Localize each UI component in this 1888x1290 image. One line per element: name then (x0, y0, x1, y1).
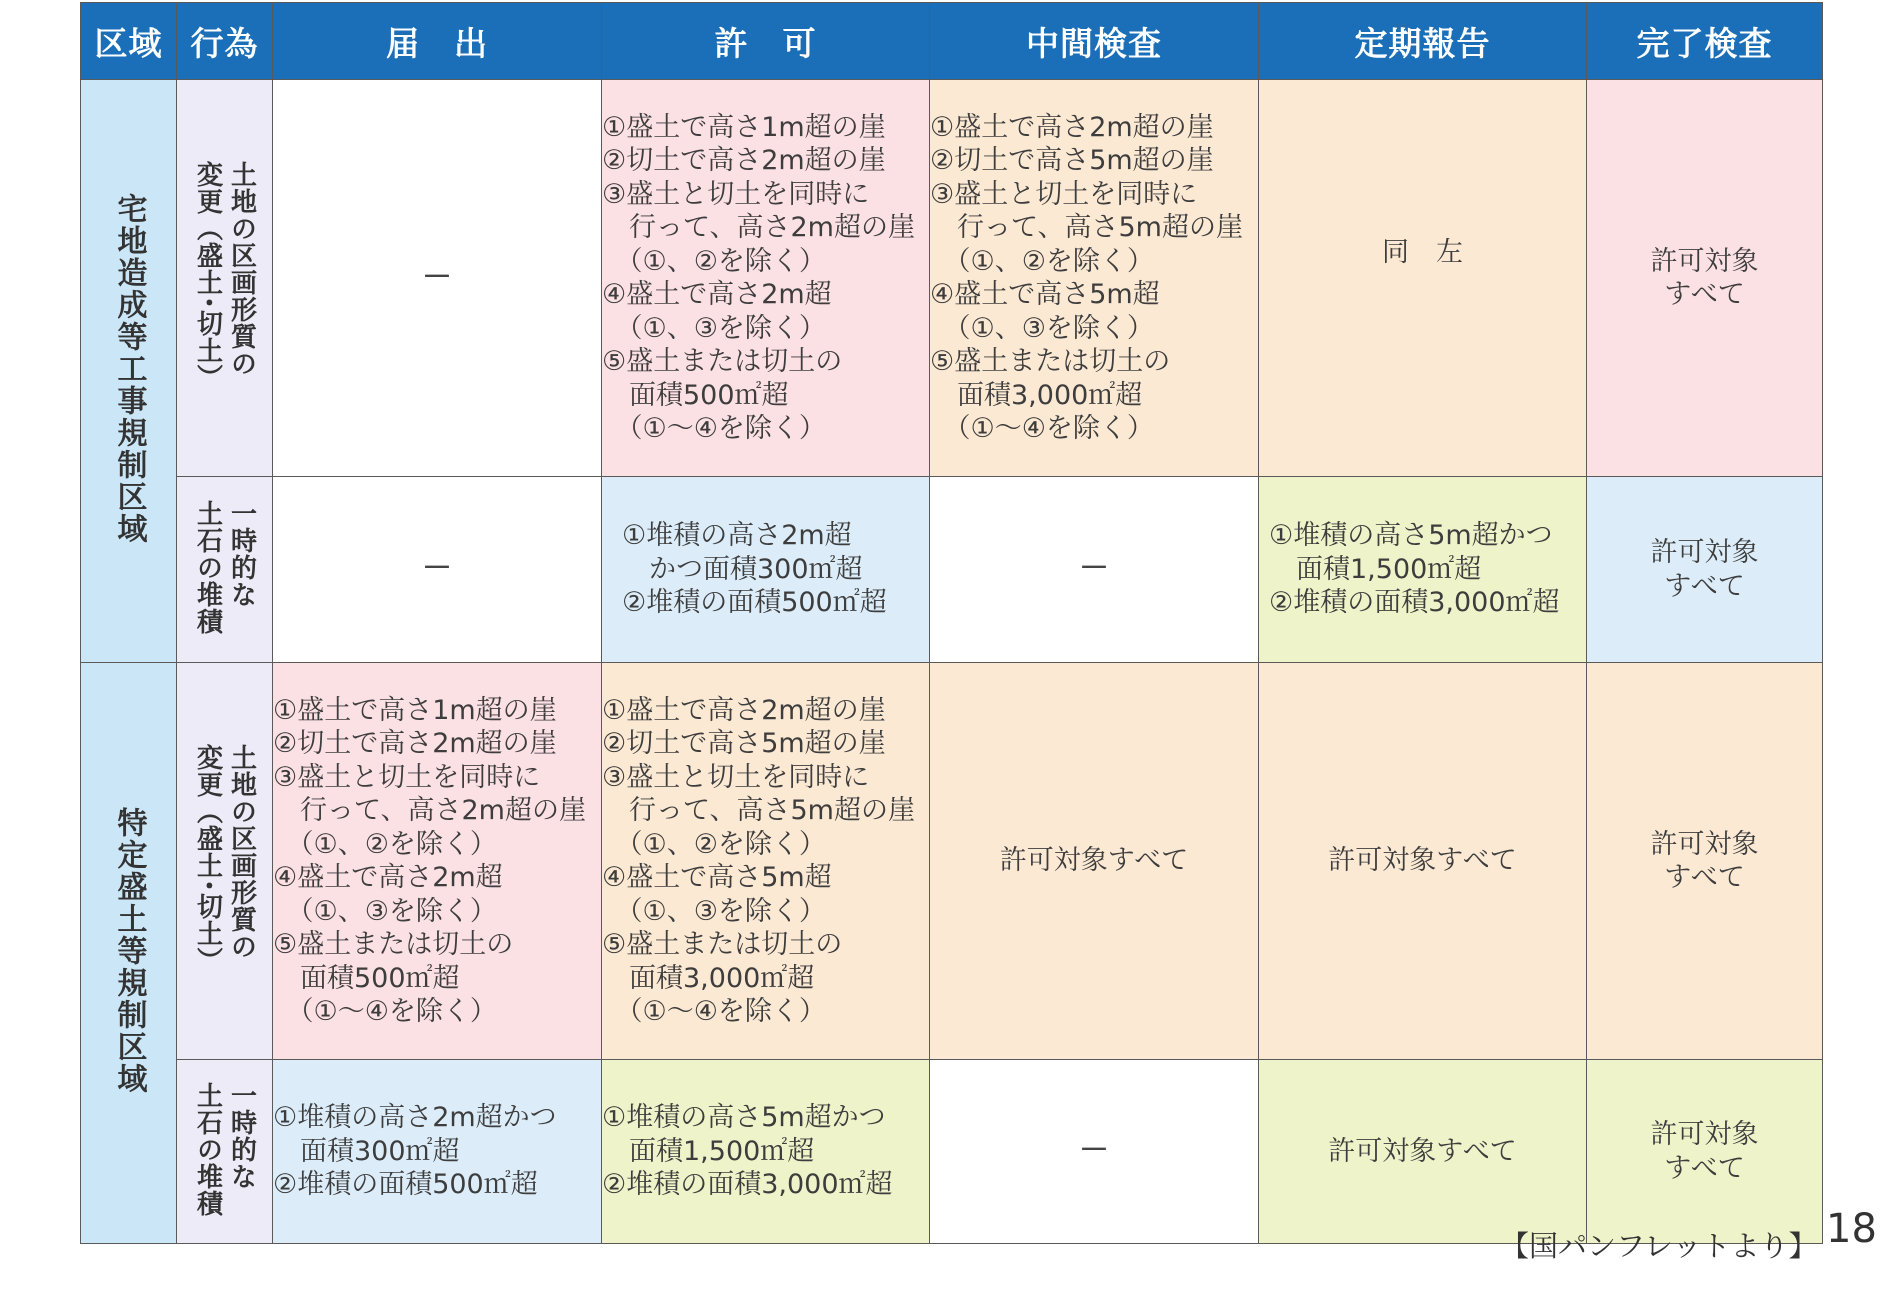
cell-text: 許可対象 (1650, 1119, 1759, 1150)
list-item: ④盛土で高さ5m超 (930, 279, 1160, 310)
periodic-report-cell (1259, 477, 1587, 663)
list-item: ①盛土で高さ2m超の崖 (602, 694, 886, 726)
dash-mark: － (422, 551, 452, 587)
permit-cell (602, 1060, 930, 1244)
source-caption: 【国パンフレットより】 (1500, 1229, 1818, 1263)
list-item: ①堆積の高さ2m超かつ (273, 1102, 557, 1134)
periodic-report-cell (1259, 80, 1587, 477)
permit-cell (602, 663, 930, 1060)
list-item: 行って、高さ2m超の崖 (602, 212, 915, 243)
same-as-left-label: 同 左 (1382, 237, 1463, 269)
list-item: ②切土で高さ2m超の崖 (602, 145, 886, 176)
list-item: ①盛土で高さ1m超の崖 (273, 694, 557, 726)
cell-text: すべて (1664, 1152, 1745, 1184)
notice-cell (273, 663, 602, 1060)
cell-text: すべて (1664, 279, 1745, 310)
list-item: ⑤盛土または切土の (930, 346, 1171, 377)
action-cell-temp-pile (177, 477, 273, 663)
list-item: ①堆積の高さ5m超かつ (602, 1102, 886, 1134)
completion-inspection-cell (1587, 80, 1823, 477)
action-label-temp-pile: 一時的な 土石の堆積 (192, 500, 257, 635)
list-item: 面積500㎡超 (602, 379, 789, 411)
header-action: 行為 (177, 3, 273, 80)
list-item: 面積3,000㎡超 (930, 379, 1143, 411)
cell-text: 許可対象すべて (999, 845, 1189, 877)
notice-cell (273, 477, 602, 663)
completion-inspection-cell (1587, 477, 1823, 663)
cell-text: 許可対象 (1650, 245, 1759, 277)
list-item: ⑤盛土または切土の (602, 929, 843, 960)
action-cell-temp-pile (177, 1060, 273, 1244)
interim-inspection-cell (930, 80, 1259, 477)
list-item: ②堆積の面積3,000㎡超 (1269, 587, 1560, 619)
interim-inspection-cell (930, 663, 1259, 1060)
header-permit: 許 可 (602, 3, 930, 80)
list-item: ①盛土で高さ1m超の崖 (602, 111, 886, 143)
list-item: （①、③を除く） (273, 895, 497, 927)
area-cell-takuchi (81, 80, 177, 663)
list-item: 行って、高さ2m超の崖 (273, 795, 586, 826)
cell-text: 許可対象すべて (1328, 845, 1517, 877)
list-item: 面積500㎡超 (273, 962, 460, 994)
table-row (81, 80, 1823, 477)
dash-mark: － (1079, 1133, 1109, 1169)
completion-inspection-cell (1587, 663, 1823, 1060)
list-item: ④盛土で高さ2m超 (273, 862, 503, 893)
list-item: （①、②を除く） (930, 245, 1154, 277)
header-area: 区域 (81, 3, 177, 80)
header-notice: 届 出 (273, 3, 602, 80)
list-item: 行って、高さ5m超の崖 (602, 795, 915, 826)
list-item: （①～④を除く） (273, 996, 497, 1027)
list-item: ②切土で高さ5m超の崖 (930, 145, 1214, 176)
list-item: ⑤盛土または切土の (273, 929, 514, 960)
list-item: ①盛土で高さ2m超の崖 (930, 111, 1214, 143)
area-label-tokutei: 特定盛土等規制区域 (111, 807, 147, 1095)
list-item: （①、③を除く） (602, 312, 826, 344)
dash-mark: － (1079, 551, 1109, 587)
dash-mark: － (422, 259, 452, 295)
action-label-land-change: 土地の区画形質の 変更（盛土･切土） (192, 743, 257, 974)
notice-cell (273, 1060, 602, 1244)
table-row (81, 663, 1823, 1060)
list-item: ②堆積の面積3,000㎡超 (602, 1169, 893, 1201)
interim-inspection-cell (930, 477, 1259, 663)
list-item: （①～④を除く） (930, 413, 1154, 444)
list-item: ④盛土で高さ5m超 (602, 862, 832, 893)
periodic-report-cell (1259, 1060, 1587, 1244)
list-item: ②切土で高さ2m超の崖 (273, 728, 557, 759)
cell-text: 許可対象すべて (1328, 1135, 1517, 1167)
table-row (81, 477, 1823, 663)
area-label-takuchi: 宅地造成等工事規制区域 (111, 193, 147, 545)
list-item: ④盛土で高さ2m超 (602, 279, 832, 310)
list-item: 面積300㎡超 (273, 1135, 460, 1167)
completion-inspection-cell (1587, 1060, 1823, 1244)
list-item: （①、②を除く） (602, 245, 826, 277)
list-item: ②堆積の面積500㎡超 (273, 1169, 538, 1201)
list-item: ③盛土と切土を同時に (602, 761, 870, 793)
list-item: （①～④を除く） (602, 413, 826, 444)
list-item: かつ面積300㎡超 (622, 553, 863, 585)
table-row (81, 1060, 1823, 1244)
list-item: ②切土で高さ5m超の崖 (602, 728, 886, 759)
list-item: ⑤盛土または切土の (602, 346, 843, 377)
interim-inspection-cell (930, 1060, 1259, 1244)
regulation-table (80, 2, 1823, 1244)
action-cell-land-change (177, 80, 273, 477)
list-item: （①、③を除く） (602, 895, 826, 927)
list-item: 行って、高さ5m超の崖 (930, 212, 1243, 243)
action-cell-land-change (177, 663, 273, 1060)
action-label-land-change: 土地の区画形質の 変更（盛土･切土） (192, 160, 257, 391)
permit-cell (602, 80, 930, 477)
list-item: 面積3,000㎡超 (602, 962, 815, 994)
cell-text: 許可対象 (1650, 537, 1759, 568)
list-item: 面積1,500㎡超 (1269, 553, 1482, 585)
action-label-temp-pile: 一時的な 土石の堆積 (192, 1082, 257, 1217)
list-item: ③盛土と切土を同時に (930, 178, 1198, 210)
periodic-report-cell (1259, 663, 1587, 1060)
list-item: （①、②を除く） (602, 828, 826, 860)
list-item: 面積1,500㎡超 (602, 1135, 815, 1167)
list-item: ①堆積の高さ2m超 (622, 520, 852, 552)
list-item: ②堆積の面積500㎡超 (622, 587, 887, 619)
list-item: （①、②を除く） (273, 828, 497, 860)
permit-cell (602, 477, 930, 663)
header-completion-inspection: 完了検査 (1587, 3, 1823, 80)
page-number: 18 (1826, 1206, 1877, 1252)
list-item: ①堆積の高さ5m超かつ (1269, 520, 1553, 552)
cell-text: 許可対象 (1650, 828, 1759, 860)
list-item: ③盛土と切土を同時に (602, 178, 870, 210)
notice-cell (273, 80, 602, 477)
cell-text: すべて (1664, 862, 1745, 893)
header-periodic-report: 定期報告 (1259, 3, 1587, 80)
cell-text: すべて (1664, 570, 1745, 602)
list-item: （①、③を除く） (930, 312, 1154, 344)
area-cell-tokutei (81, 663, 177, 1244)
list-item: ③盛土と切土を同時に (273, 761, 541, 793)
header-row (81, 3, 1823, 80)
list-item: （①～④を除く） (602, 996, 826, 1027)
header-interim-inspection: 中間検査 (930, 3, 1259, 80)
